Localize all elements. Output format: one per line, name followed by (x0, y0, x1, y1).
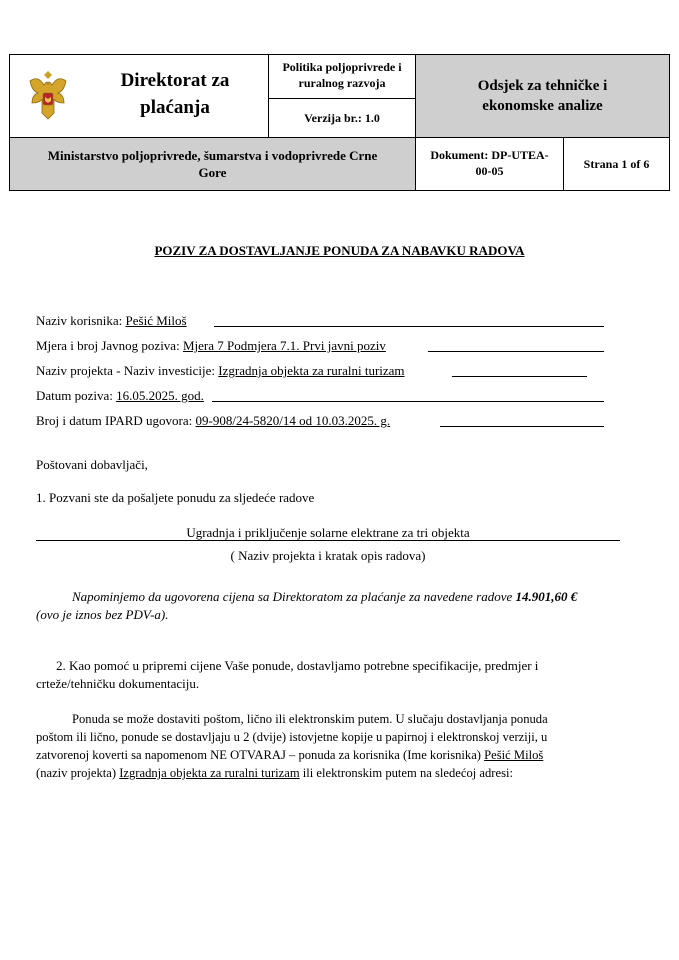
field-underline (214, 326, 604, 327)
document-header (9, 54, 670, 191)
delivery-text-1: Ponuda se može dostaviti poštom, lično ili elektronskim putem. U slučaju dostavljanja ponuda (72, 712, 548, 726)
directorate-name-line1: Direktorat za (120, 70, 230, 91)
item-2-line1 (36, 657, 640, 675)
department-line2: ekonomske analize (482, 98, 603, 114)
department-cell (416, 55, 669, 138)
field-underline (452, 376, 587, 377)
field-project (36, 363, 405, 379)
policy-line1: Politika poljoprivrede i (282, 60, 402, 74)
field-beneficiary (36, 313, 187, 329)
logo-cell (10, 55, 269, 138)
price-amount: 14.901,60 € (515, 589, 578, 604)
field-date-label: Datum poziva: (36, 388, 113, 403)
price-note (36, 588, 577, 606)
delivery-line3 (36, 746, 543, 764)
field-date-value: 16.05.2025. god. (116, 388, 204, 403)
field-underline (212, 401, 604, 402)
department-line1: Odsjek za tehničke i (477, 78, 608, 94)
delivery-line1 (36, 710, 548, 728)
field-contract-value: 09-908/24-5820/14 od 10.03.2025. g. (195, 413, 391, 428)
ministry-cell (10, 138, 416, 190)
field-measure-label: Mjera i broj Javnog poziva: (36, 338, 180, 353)
field-contract (36, 413, 390, 429)
delivery-line4 (36, 764, 513, 782)
field-contract-label: Broj i datum IPARD ugovora: (36, 413, 193, 428)
document-line1: Dokument: DP-UTEA- (430, 148, 549, 162)
delivery-text-4a: (naziv projekta) (36, 766, 120, 780)
field-beneficiary-value: Pešić Miloš (125, 313, 187, 328)
field-underline (428, 351, 604, 352)
policy-cell (269, 55, 416, 99)
page-number-cell (564, 138, 669, 190)
works-caption: ( Naziv projekta i kratak opis radova) (230, 548, 426, 563)
item-2-line2: crteže/tehničku dokumentaciju. (36, 676, 200, 691)
version-label: Verzija br.: 1.0 (304, 111, 380, 125)
field-measure-value: Mjera 7 Podmjera 7.1. Prvi javni poziv (182, 338, 386, 353)
page-number: Strana 1 of 6 (583, 157, 650, 171)
ministry-line2: Gore (198, 165, 227, 180)
delivery-project-name: Izgradnja objekta za ruralni turizam (119, 766, 300, 780)
version-cell (269, 99, 416, 138)
document-title: POZIV ZA DOSTAVLJANJE PONUDA ZA NABAVKU RADOVA (154, 243, 525, 258)
ministry-line1: Ministarstvo poljoprivrede, šumarstva i vodoprivrede Crne (47, 148, 378, 163)
works-underline (36, 540, 620, 541)
policy-line2: ruralnog razvoja (298, 76, 386, 90)
item-1-text: 1. Pozvani ste da pošaljete ponudu za sljedeće radove (36, 490, 315, 505)
greeting: Poštovani dobavljači, (36, 457, 148, 472)
delivery-beneficiary-name: Pešić Miloš (484, 748, 544, 762)
document-line2: 00-05 (475, 164, 504, 178)
field-underline (440, 426, 604, 427)
delivery-text-4b: ili elektronskim putem na sledećoj adresi: (299, 766, 513, 780)
field-project-value: Izgradnja objekta za ruralni turizam (218, 363, 405, 378)
field-date (36, 388, 204, 404)
coat-of-arms-icon (26, 67, 70, 123)
price-vat-note: (ovo je iznos bez PDV-a). (36, 607, 169, 622)
field-measure (36, 338, 386, 354)
price-note-text: Napominjemo da ugovorena cijena sa Direktoratom za plaćanje za navedene radove (72, 589, 516, 604)
field-project-label: Naziv projekta - Naziv investicije: (36, 363, 216, 378)
delivery-text-3: zatvorenoj koverti sa napomenom NE OTVARAJ – ponuda za korisnika (Ime korisnika) (36, 748, 485, 762)
document-number-cell (416, 138, 564, 190)
delivery-line2: poštom ili lično, ponude se dostavljaju u 2 (dvije) istovjetne kopije u papirnoj i elektronskoj verziji, u (36, 730, 548, 744)
item-2-text: 2. Kao pomoć u pripremi cijene Vaše ponude, dostavljamo potrebne specifikacije, predmjer i (56, 658, 539, 673)
works-description: Ugradnja i priključenje solarne elektrane za tri objekta (186, 525, 470, 540)
directorate-name-line2: plaćanja (140, 97, 210, 118)
field-beneficiary-label: Naziv korisnika: (36, 313, 123, 328)
